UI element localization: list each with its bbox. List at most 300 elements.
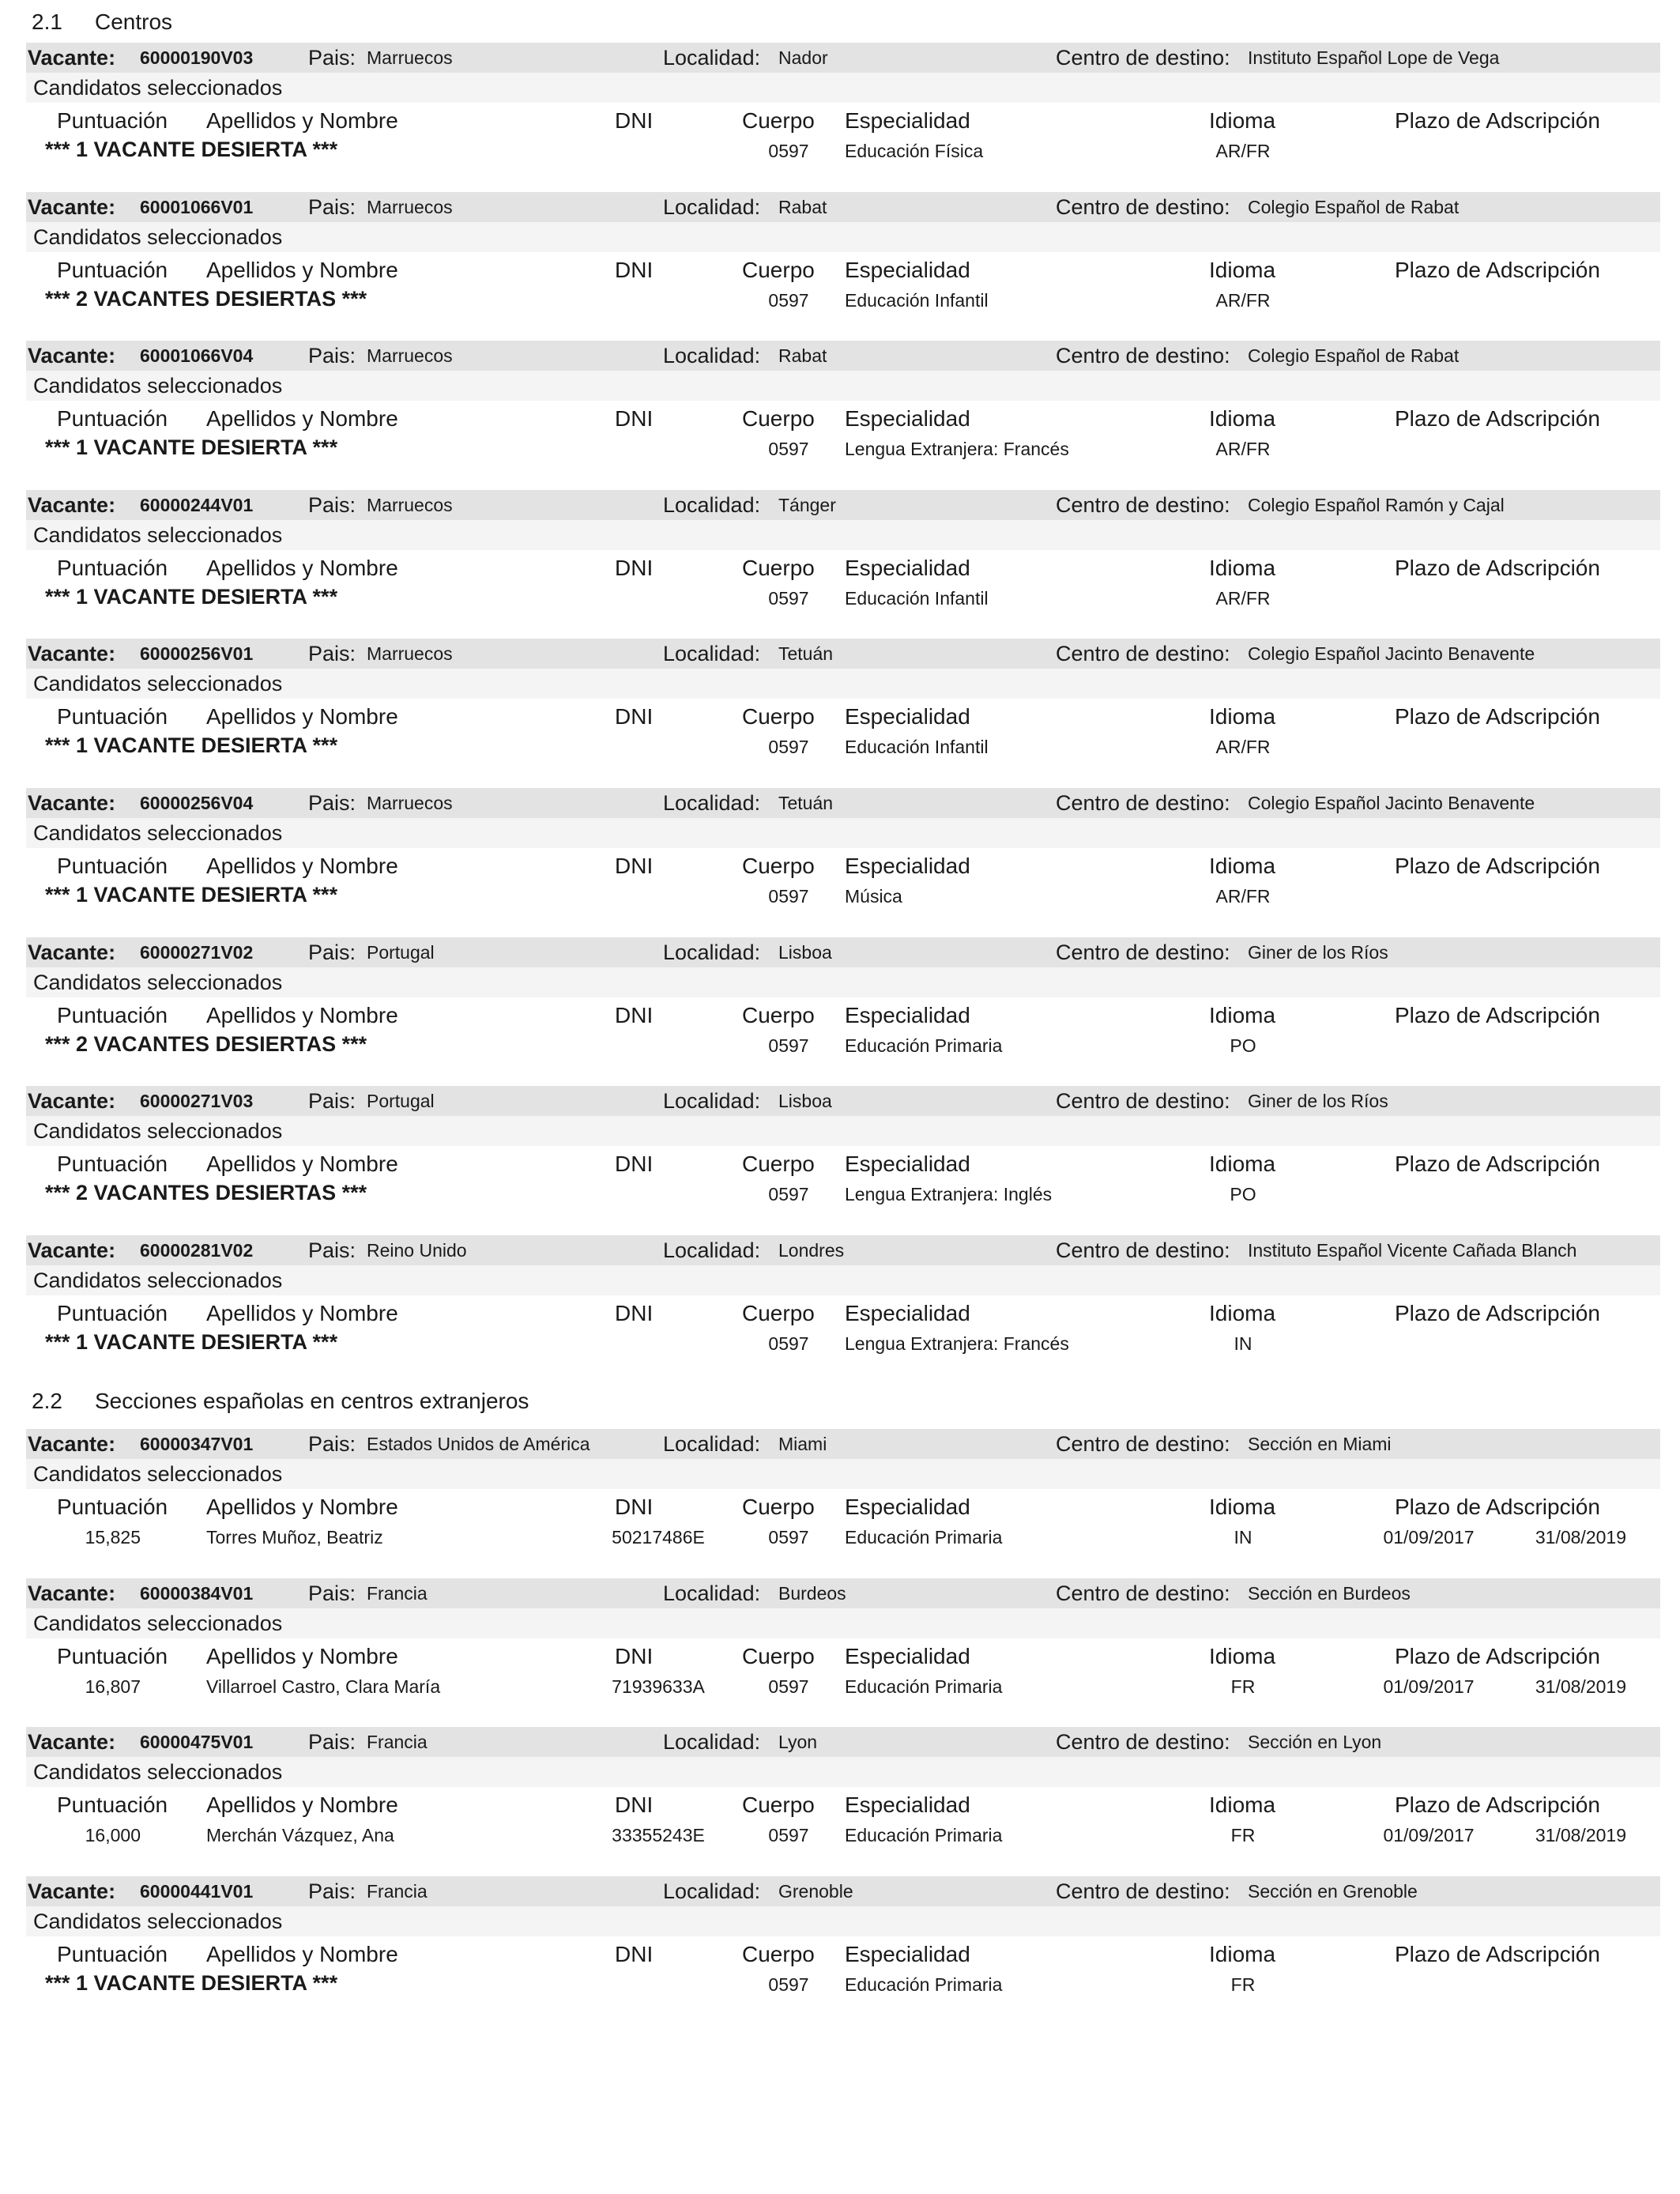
col-plazo: Plazo de Adscripción <box>1395 406 1600 431</box>
vacante-label: Vacante: <box>28 344 116 368</box>
vacante-label: Vacante: <box>28 1730 116 1754</box>
col-idioma: Idioma <box>1209 406 1276 431</box>
col-plazo: Plazo de Adscripción <box>1395 1301 1600 1325</box>
centro-label: Centro de destino: <box>1056 46 1230 70</box>
pais-value: Portugal <box>367 1091 435 1111</box>
col-apellidos: Apellidos y Nombre <box>206 108 398 133</box>
col-idioma: Idioma <box>1209 1793 1276 1817</box>
candidatos-bar <box>26 967 1660 997</box>
vacancy-header <box>26 1429 1660 1459</box>
plazo-hasta: 31/08/2019 <box>1535 1825 1626 1845</box>
candidatos-bar <box>26 1757 1660 1787</box>
vacancy-block <box>26 788 1660 937</box>
localidad-value: Tánger <box>778 495 836 515</box>
centro-value: Colegio Español Jacinto Benavente <box>1248 643 1535 664</box>
idioma-value: AR/FR <box>1215 737 1271 757</box>
pais-value: Marruecos <box>367 793 453 813</box>
col-dni: DNI <box>615 1793 654 1817</box>
pais-label: Pais: <box>308 1730 356 1754</box>
vacancy-code: 60000384V01 <box>140 1583 254 1604</box>
candidatos-bar <box>26 1116 1660 1146</box>
col-dni: DNI <box>615 258 654 282</box>
col-idioma: Idioma <box>1209 854 1276 878</box>
section-title: Secciones españolas en centros extranjeros <box>95 1389 529 1413</box>
vacante-label: Vacante: <box>28 941 116 964</box>
centro-label: Centro de destino: <box>1056 493 1230 517</box>
localidad-value: Lisboa <box>778 1091 832 1111</box>
vacante-label: Vacante: <box>28 46 116 70</box>
cuerpo-value: 0597 <box>768 588 809 609</box>
col-cuerpo: Cuerpo <box>742 704 815 729</box>
candidatos-label: Candidatos seleccionados <box>33 1760 283 1784</box>
idioma-value: PO <box>1230 1184 1256 1204</box>
pais-label: Pais: <box>308 46 356 70</box>
col-apellidos: Apellidos y Nombre <box>206 258 398 282</box>
especialidad-value: Educación Primaria <box>845 1676 1003 1697</box>
candidatos-label: Candidatos seleccionados <box>33 76 283 100</box>
vacancy-header <box>26 341 1660 371</box>
vacante-desierta: *** 1 VACANTE DESIERTA *** <box>45 733 338 757</box>
idioma-value: AR/FR <box>1215 588 1271 609</box>
col-idioma: Idioma <box>1209 704 1276 729</box>
centro-value: Colegio Español de Rabat <box>1248 345 1460 366</box>
col-especialidad: Especialidad <box>845 1942 970 1966</box>
vacante-desierta: *** 1 VACANTE DESIERTA *** <box>45 138 338 161</box>
candidatos-bar <box>26 371 1660 401</box>
col-plazo: Plazo de Adscripción <box>1395 1495 1600 1519</box>
col-cuerpo: Cuerpo <box>742 406 815 431</box>
idioma-value: AR/FR <box>1215 439 1271 459</box>
pais-value: Marruecos <box>367 345 453 366</box>
vacante-label: Vacante: <box>28 791 116 815</box>
col-idioma: Idioma <box>1209 258 1276 282</box>
col-apellidos: Apellidos y Nombre <box>206 1003 398 1027</box>
localidad-value: Nador <box>778 47 828 68</box>
col-dni: DNI <box>615 1644 654 1668</box>
vacancy-block <box>26 937 1660 1086</box>
col-plazo: Plazo de Adscripción <box>1395 1152 1600 1176</box>
especialidad-value: Lengua Extranjera: Francés <box>845 439 1069 459</box>
pais-label: Pais: <box>308 791 356 815</box>
col-idioma: Idioma <box>1209 556 1276 580</box>
vacancy-code: 60000441V01 <box>140 1881 254 1902</box>
col-plazo: Plazo de Adscripción <box>1395 1003 1600 1027</box>
localidad-value: Tetuán <box>778 643 834 664</box>
idioma-value: IN <box>1234 1333 1252 1354</box>
dni-value: 33355243E <box>612 1825 705 1845</box>
col-cuerpo: Cuerpo <box>742 1793 815 1817</box>
col-plazo: Plazo de Adscripción <box>1395 1793 1600 1817</box>
col-apellidos: Apellidos y Nombre <box>206 1495 398 1519</box>
localidad-label: Localidad: <box>663 344 761 368</box>
dni-value: 50217486E <box>612 1527 705 1547</box>
candidatos-label: Candidatos seleccionados <box>33 1119 283 1143</box>
col-dni: DNI <box>615 1003 654 1027</box>
pais-label: Pais: <box>308 1238 356 1262</box>
col-puntuacion: Puntuación <box>57 854 168 878</box>
col-especialidad: Especialidad <box>845 1644 970 1668</box>
vacancy-code: 60000347V01 <box>140 1434 254 1454</box>
vacancy-code: 60001066V01 <box>140 197 254 217</box>
centro-value: Sección en Burdeos <box>1248 1583 1411 1604</box>
idioma-value: AR/FR <box>1215 886 1271 907</box>
especialidad-value: Educación Primaria <box>845 1825 1003 1845</box>
col-dni: DNI <box>615 854 654 878</box>
candidatos-bar <box>26 222 1660 252</box>
col-idioma: Idioma <box>1209 1644 1276 1668</box>
localidad-label: Localidad: <box>663 642 761 665</box>
centro-value: Sección en Miami <box>1248 1434 1392 1454</box>
col-puntuacion: Puntuación <box>57 556 168 580</box>
centro-label: Centro de destino: <box>1056 1089 1230 1113</box>
vacante-desierta: *** 2 VACANTES DESIERTAS *** <box>45 1032 367 1056</box>
cuerpo-value: 0597 <box>768 290 809 311</box>
col-cuerpo: Cuerpo <box>742 1942 815 1966</box>
col-idioma: Idioma <box>1209 1152 1276 1176</box>
candidatos-label: Candidatos seleccionados <box>33 523 283 547</box>
plazo-hasta: 31/08/2019 <box>1535 1527 1626 1547</box>
col-apellidos: Apellidos y Nombre <box>206 406 398 431</box>
col-idioma: Idioma <box>1209 1301 1276 1325</box>
vacancy-header <box>26 1578 1660 1608</box>
localidad-value: Rabat <box>778 197 827 217</box>
especialidad-value: Educación Infantil <box>845 290 989 311</box>
centro-label: Centro de destino: <box>1056 1730 1230 1754</box>
localidad-label: Localidad: <box>663 1581 761 1605</box>
pais-value: Reino Unido <box>367 1240 467 1261</box>
puntuacion-value: 16,000 <box>85 1825 141 1845</box>
col-apellidos: Apellidos y Nombre <box>206 1644 398 1668</box>
candidatos-label: Candidatos seleccionados <box>33 821 283 845</box>
col-plazo: Plazo de Adscripción <box>1395 854 1600 878</box>
candidatos-label: Candidatos seleccionados <box>33 374 283 398</box>
col-puntuacion: Puntuación <box>57 1942 168 1966</box>
pais-value: Marruecos <box>367 47 453 68</box>
col-puntuacion: Puntuación <box>57 258 168 282</box>
centro-value: Colegio Español Ramón y Cajal <box>1248 495 1505 515</box>
localidad-label: Localidad: <box>663 1432 761 1456</box>
col-especialidad: Especialidad <box>845 406 970 431</box>
localidad-label: Localidad: <box>663 941 761 964</box>
candidatos-label: Candidatos seleccionados <box>33 1269 283 1292</box>
col-cuerpo: Cuerpo <box>742 854 815 878</box>
candidatos-label: Candidatos seleccionados <box>33 672 283 696</box>
vacante-label: Vacante: <box>28 1089 116 1113</box>
candidatos-bar <box>26 520 1660 550</box>
pais-value: Marruecos <box>367 197 453 217</box>
vacante-desierta: *** 1 VACANTE DESIERTA *** <box>45 585 338 609</box>
col-apellidos: Apellidos y Nombre <box>206 704 398 729</box>
vacancy-block <box>26 1429 1660 1578</box>
col-apellidos: Apellidos y Nombre <box>206 854 398 878</box>
col-puntuacion: Puntuación <box>57 1644 168 1668</box>
col-dni: DNI <box>615 1495 654 1519</box>
idioma-value: FR <box>1230 1974 1256 1995</box>
centro-value: Giner de los Ríos <box>1248 942 1388 963</box>
vacante-desierta: *** 2 VACANTES DESIERTAS *** <box>45 287 367 311</box>
pais-label: Pais: <box>308 344 356 368</box>
col-puntuacion: Puntuación <box>57 1152 168 1176</box>
col-idioma: Idioma <box>1209 1003 1276 1027</box>
vacancy-header <box>26 1235 1660 1265</box>
idioma-value: AR/FR <box>1215 141 1271 161</box>
vacancy-block <box>26 43 1660 191</box>
pais-value: Estados Unidos de América <box>367 1434 590 1454</box>
centro-value: Giner de los Ríos <box>1248 1091 1388 1111</box>
localidad-label: Localidad: <box>663 1730 761 1754</box>
candidatos-label: Candidatos seleccionados <box>33 225 283 249</box>
col-idioma: Idioma <box>1209 1495 1276 1519</box>
col-especialidad: Especialidad <box>845 1003 970 1027</box>
col-especialidad: Especialidad <box>845 258 970 282</box>
col-dni: DNI <box>615 1301 654 1325</box>
localidad-value: Tetuán <box>778 793 834 813</box>
localidad-value: Lyon <box>778 1732 818 1752</box>
vacancy-header <box>26 1086 1660 1116</box>
col-puntuacion: Puntuación <box>57 704 168 729</box>
cuerpo-value: 0597 <box>768 1035 809 1056</box>
idioma-value: AR/FR <box>1215 290 1271 311</box>
col-puntuacion: Puntuación <box>57 108 168 133</box>
vacante-desierta: *** 1 VACANTE DESIERTA *** <box>45 883 338 907</box>
vacante-desierta: *** 1 VACANTE DESIERTA *** <box>45 1330 338 1354</box>
col-plazo: Plazo de Adscripción <box>1395 108 1600 133</box>
vacancy-block <box>26 490 1660 639</box>
localidad-label: Localidad: <box>663 46 761 70</box>
candidatos-bar <box>26 73 1660 103</box>
especialidad-value: Educación Física <box>845 141 984 161</box>
col-especialidad: Especialidad <box>845 108 970 133</box>
candidatos-bar <box>26 1906 1660 1936</box>
cuerpo-value: 0597 <box>768 1527 809 1547</box>
puntuacion-value: 15,825 <box>85 1527 141 1547</box>
localidad-value: Burdeos <box>778 1583 846 1604</box>
col-apellidos: Apellidos y Nombre <box>206 1942 398 1966</box>
vacante-label: Vacante: <box>28 195 116 219</box>
col-dni: DNI <box>615 1942 654 1966</box>
vacancy-code: 60000256V04 <box>140 793 254 813</box>
centro-label: Centro de destino: <box>1056 344 1230 368</box>
localidad-value: Londres <box>778 1240 845 1261</box>
cuerpo-value: 0597 <box>768 1184 809 1204</box>
vacancy-block <box>26 1876 1660 2025</box>
vacancy-header <box>26 937 1660 967</box>
col-especialidad: Especialidad <box>845 556 970 580</box>
cuerpo-value: 0597 <box>768 1333 809 1354</box>
candidatos-bar <box>26 1265 1660 1295</box>
col-dni: DNI <box>615 1152 654 1176</box>
localidad-value: Rabat <box>778 345 827 366</box>
col-dni: DNI <box>615 406 654 431</box>
centro-label: Centro de destino: <box>1056 1581 1230 1605</box>
centro-label: Centro de destino: <box>1056 1238 1230 1262</box>
section-title: Centros <box>95 9 173 34</box>
pais-label: Pais: <box>308 1879 356 1903</box>
idioma-value: FR <box>1230 1825 1256 1845</box>
col-apellidos: Apellidos y Nombre <box>206 1152 398 1176</box>
vacante-label: Vacante: <box>28 1238 116 1262</box>
section-number: 2.2 <box>32 1389 62 1413</box>
vacancy-code: 60000244V01 <box>140 495 254 515</box>
plazo-hasta: 31/08/2019 <box>1535 1676 1626 1697</box>
col-apellidos: Apellidos y Nombre <box>206 1793 398 1817</box>
plazo-desde: 01/09/2017 <box>1383 1527 1475 1547</box>
col-plazo: Plazo de Adscripción <box>1395 704 1600 729</box>
idioma-value: FR <box>1230 1676 1256 1697</box>
col-especialidad: Especialidad <box>845 704 970 729</box>
centro-label: Centro de destino: <box>1056 941 1230 964</box>
candidatos-label: Candidatos seleccionados <box>33 971 283 994</box>
col-plazo: Plazo de Adscripción <box>1395 1942 1600 1966</box>
col-cuerpo: Cuerpo <box>742 1495 815 1519</box>
cuerpo-value: 0597 <box>768 737 809 757</box>
col-dni: DNI <box>615 108 654 133</box>
col-puntuacion: Puntuación <box>57 1793 168 1817</box>
centro-label: Centro de destino: <box>1056 1879 1230 1903</box>
candidatos-bar <box>26 669 1660 699</box>
localidad-label: Localidad: <box>663 791 761 815</box>
vacancy-block <box>26 1235 1660 1384</box>
pais-label: Pais: <box>308 195 356 219</box>
centro-value: Sección en Grenoble <box>1248 1881 1418 1902</box>
localidad-value: Lisboa <box>778 942 832 963</box>
pais-label: Pais: <box>308 1089 356 1113</box>
localidad-value: Grenoble <box>778 1881 853 1902</box>
vacancy-header <box>26 1876 1660 1906</box>
centro-value: Colegio Español Jacinto Benavente <box>1248 793 1535 813</box>
vacancy-block <box>26 1578 1660 1727</box>
pais-label: Pais: <box>308 642 356 665</box>
vacancy-block <box>26 639 1660 787</box>
pais-label: Pais: <box>308 1581 356 1605</box>
vacante-desierta: *** 1 VACANTE DESIERTA *** <box>45 435 338 459</box>
col-plazo: Plazo de Adscripción <box>1395 556 1600 580</box>
col-especialidad: Especialidad <box>845 1495 970 1519</box>
cuerpo-value: 0597 <box>768 886 809 907</box>
centro-value: Colegio Español de Rabat <box>1248 197 1460 217</box>
vacancy-header <box>26 639 1660 669</box>
pais-value: Francia <box>367 1732 428 1752</box>
col-cuerpo: Cuerpo <box>742 1644 815 1668</box>
candidatos-label: Candidatos seleccionados <box>33 1612 283 1635</box>
especialidad-value: Educación Primaria <box>845 1974 1003 1995</box>
centro-label: Centro de destino: <box>1056 642 1230 665</box>
localidad-label: Localidad: <box>663 1879 761 1903</box>
dni-value: 71939633A <box>612 1676 705 1697</box>
candidatos-bar <box>26 1459 1660 1489</box>
col-cuerpo: Cuerpo <box>742 556 815 580</box>
vacante-label: Vacante: <box>28 642 116 665</box>
pais-value: Francia <box>367 1881 428 1902</box>
col-especialidad: Especialidad <box>845 1301 970 1325</box>
section-number: 2.1 <box>32 9 62 34</box>
nombre-value: Merchán Vázquez, Ana <box>206 1825 394 1845</box>
idioma-value: PO <box>1230 1035 1256 1056</box>
centro-label: Centro de destino: <box>1056 791 1230 815</box>
vacancy-header <box>26 43 1660 73</box>
centro-value: Sección en Lyon <box>1248 1732 1382 1752</box>
col-especialidad: Especialidad <box>845 854 970 878</box>
localidad-label: Localidad: <box>663 195 761 219</box>
localidad-label: Localidad: <box>663 493 761 517</box>
plazo-desde: 01/09/2017 <box>1383 1825 1475 1845</box>
vacante-desierta: *** 2 VACANTES DESIERTAS *** <box>45 1181 367 1204</box>
centro-label: Centro de destino: <box>1056 195 1230 219</box>
vacante-label: Vacante: <box>28 1879 116 1903</box>
col-cuerpo: Cuerpo <box>742 1301 815 1325</box>
col-puntuacion: Puntuación <box>57 1301 168 1325</box>
candidatos-label: Candidatos seleccionados <box>33 1462 283 1486</box>
vacancy-code: 60000190V03 <box>140 47 254 68</box>
cuerpo-value: 0597 <box>768 1676 809 1697</box>
vacancy-header <box>26 192 1660 222</box>
col-plazo: Plazo de Adscripción <box>1395 1644 1600 1668</box>
col-idioma: Idioma <box>1209 108 1276 133</box>
vacancy-header <box>26 490 1660 520</box>
col-especialidad: Especialidad <box>845 1152 970 1176</box>
candidatos-bar <box>26 818 1660 848</box>
cuerpo-value: 0597 <box>768 439 809 459</box>
col-puntuacion: Puntuación <box>57 406 168 431</box>
col-dni: DNI <box>615 556 654 580</box>
especialidad-value: Educación Infantil <box>845 737 989 757</box>
col-dni: DNI <box>615 704 654 729</box>
vacante-label: Vacante: <box>28 1432 116 1456</box>
especialidad-value: Educación Primaria <box>845 1035 1003 1056</box>
candidatos-bar <box>26 1608 1660 1638</box>
cuerpo-value: 0597 <box>768 1974 809 1995</box>
vacante-label: Vacante: <box>28 493 116 517</box>
vacante-desierta: *** 1 VACANTE DESIERTA *** <box>45 1971 338 1995</box>
col-apellidos: Apellidos y Nombre <box>206 556 398 580</box>
vacancy-code: 60000475V01 <box>140 1732 254 1752</box>
nombre-value: Torres Muñoz, Beatriz <box>206 1527 383 1547</box>
vacancy-code: 60000271V03 <box>140 1091 254 1111</box>
vacancy-code: 60000256V01 <box>140 643 254 664</box>
especialidad-value: Lengua Extranjera: Francés <box>845 1333 1069 1354</box>
col-plazo: Plazo de Adscripción <box>1395 258 1600 282</box>
pais-label: Pais: <box>308 493 356 517</box>
vacancy-code: 60000281V02 <box>140 1240 254 1261</box>
vacancy-header <box>26 1727 1660 1757</box>
especialidad-value: Lengua Extranjera: Inglés <box>845 1184 1053 1204</box>
centro-value: Instituto Español Vicente Cañada Blanch <box>1248 1240 1577 1261</box>
puntuacion-value: 16,807 <box>85 1676 141 1697</box>
especialidad-value: Educación Primaria <box>845 1527 1003 1547</box>
idioma-value: IN <box>1234 1527 1252 1547</box>
vacancy-block <box>26 1086 1660 1235</box>
col-cuerpo: Cuerpo <box>742 1003 815 1027</box>
localidad-label: Localidad: <box>663 1238 761 1262</box>
centro-label: Centro de destino: <box>1056 1432 1230 1456</box>
col-cuerpo: Cuerpo <box>742 108 815 133</box>
col-cuerpo: Cuerpo <box>742 1152 815 1176</box>
pais-value: Portugal <box>367 942 435 963</box>
col-apellidos: Apellidos y Nombre <box>206 1301 398 1325</box>
candidatos-label: Candidatos seleccionados <box>33 1909 283 1933</box>
col-cuerpo: Cuerpo <box>742 258 815 282</box>
cuerpo-value: 0597 <box>768 1825 809 1845</box>
col-especialidad: Especialidad <box>845 1793 970 1817</box>
vacancy-block <box>26 1727 1660 1875</box>
plazo-desde: 01/09/2017 <box>1383 1676 1475 1697</box>
vacancy-header <box>26 788 1660 818</box>
especialidad-value: Música <box>845 886 902 907</box>
localidad-value: Miami <box>778 1434 827 1454</box>
pais-value: Francia <box>367 1583 428 1604</box>
pais-value: Marruecos <box>367 643 453 664</box>
pais-label: Pais: <box>308 1432 356 1456</box>
